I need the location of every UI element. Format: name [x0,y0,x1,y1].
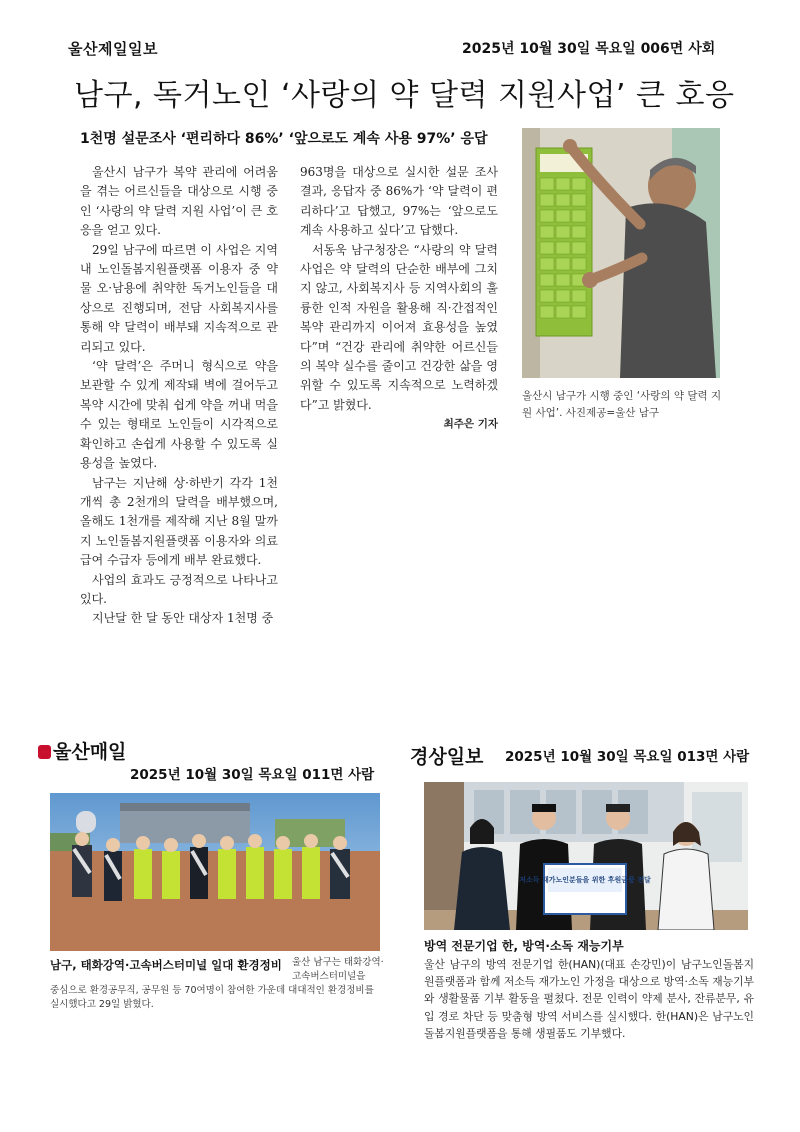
article1-column-1 [80,163,278,629]
newspaper-name-ulsan-jeil: 울산제일일보 [68,40,158,58]
donation-banner-text: 저소득 재가노인분들을 위한 후원금품 전달 [519,876,651,884]
article2-headline: 남구, 태화강역·고속버스터미널 일대 환경정비 [50,958,282,972]
article1-dateline: 2025년 10월 30일 목요일 006면 사회 [462,41,716,57]
article1-column-2 [300,163,498,435]
newspaper-logo-gyeongsang-ilbo: 경상일보 [410,746,484,768]
ulsan-maeil-name: 울산매일 [53,741,127,763]
article3-dateline: 2025년 10월 30일 목요일 013면 사람 [505,749,750,765]
street-cleanup-group-illustration [50,793,380,951]
article3-headline: 방역 전문기업 한, 방역·소독 재능기부 [424,939,624,953]
article1-paragraph: ‘약 달력’은 주머니 형식으로 약을 보관할 수 있게 제작돼 벽에 걸어두고 복약 시간에 맞춰 쉽게 약을 꺼내 먹을 수 있는 형태로 노인들이 시각적으로 확인하고 손쉽게 사용할 수 있도록 실용성을 높였다. [80,359,278,471]
elderly-man-hanging-calendar-illustration [522,128,720,378]
article2-caption-body: 중심으로 환경공무직, 공무원 등 70여명이 참여한 가운데 대대적인 환경정비를 실시했다고 29일 밝혔다. [50,985,374,1010]
article1-byline: 최주은 기자 [443,418,498,431]
article1-paragraph: 울산시 남구가 복약 관리에 어려움을 겪는 어르신들을 대상으로 시행 중인 ‘사랑의 약 달력 지원 사업’이 큰 호응을 얻고 있다. [80,165,278,238]
article1-paragraph: 사업의 효과도 긍정적으로 나타나고 있다. [80,572,278,606]
article1-photo-caption: 울산시 남구가 시행 중인 ‘사랑의 약 달력 지원 사업’. 사진제공=울산 남구 [522,390,722,419]
article3-body: 울산 남구의 방역 전문기업 한(HAN)(대표 손강민)이 남구노인돌봄지원플랫폼과 함께 저소득 재가노인 가정을 대상으로 방역·소독 재능기부와 생활물품 기부 활동을 펼쳤다. 전문 인력이 약제 분사, 잔류분무, 유입 경로 차단 등 맞춤형 방역 서비스를 실시했다. 한(HAN)은 남구노인돌봄지원플랫폼을 통해 생필품도 기부했다. [424,958,754,1040]
ulsan-maeil-logo-icon [38,745,51,759]
article1-subheadline: 1천명 설문조사 ‘편리하다 86%’ ‘앞으로도 계속 사용 97%’ 응답 [80,131,488,147]
newspaper-logo-ulsan-maeil [38,737,126,764]
article2-dateline: 2025년 10월 30일 목요일 011면 사람 [130,767,375,783]
article1-paragraph: 남구는 지난해 상·하반기 각각 1천개씩 총 2천개의 달력을 배부했으며, 올해도 1천개를 제작해 지난 8월 말까지 노인돌봄지원플랫폼 이용자와 의료급여 수급자 등에게 배부 완료했다. [80,475,278,568]
article2-caption-side: 울산 남구는 태화강역·고속버스터미널을 [292,957,384,982]
article1-photo [522,128,720,378]
article2-photo [50,793,380,951]
article1-paragraph: 963명을 대상으로 실시한 설문 조사 결과, 응답자 중 86%가 ‘약 달력이 편리하다’고 답했고, 97%는 ‘앞으로도 계속 사용하고 싶다’고 답했다. [300,165,498,238]
article1-paragraph: 서동욱 남구청장은 “사랑의 약 달력 사업은 약 달력의 단순한 배부에 그치지 않고, 사회복지사 등 지역사회의 훌륭한 인적 자원을 활용해 직·간접적인 복약 관리까지 이어져 효용성을 높였다”며 “건강 관리에 취약한 어르신들의 복약 실수를 줄이고 건강한 삶을 영위할 수 있도록 지속적으로 노력하겠다”고 밝혔다. [300,242,498,412]
article1-paragraph: 29일 남구에 따르면 이 사업은 지역 내 노인돌봄지원플랫폼 이용자 중 약물 오·남용에 취약한 독거노인들을 대상으로 진행되며, 전담 사회복지사를 통해 약 달력이 배부돼 지속적으로 관리되고 있다. [80,242,278,354]
article1-paragraph: 지난달 한 달 동안 대상자 1천명 중 [92,611,274,626]
article3-photo [424,782,748,930]
article1-headline: 남구, 독거노인 ‘사랑의 약 달력 지원사업’ 큰 호응 [74,78,735,113]
donation-group-illustration [424,782,748,930]
